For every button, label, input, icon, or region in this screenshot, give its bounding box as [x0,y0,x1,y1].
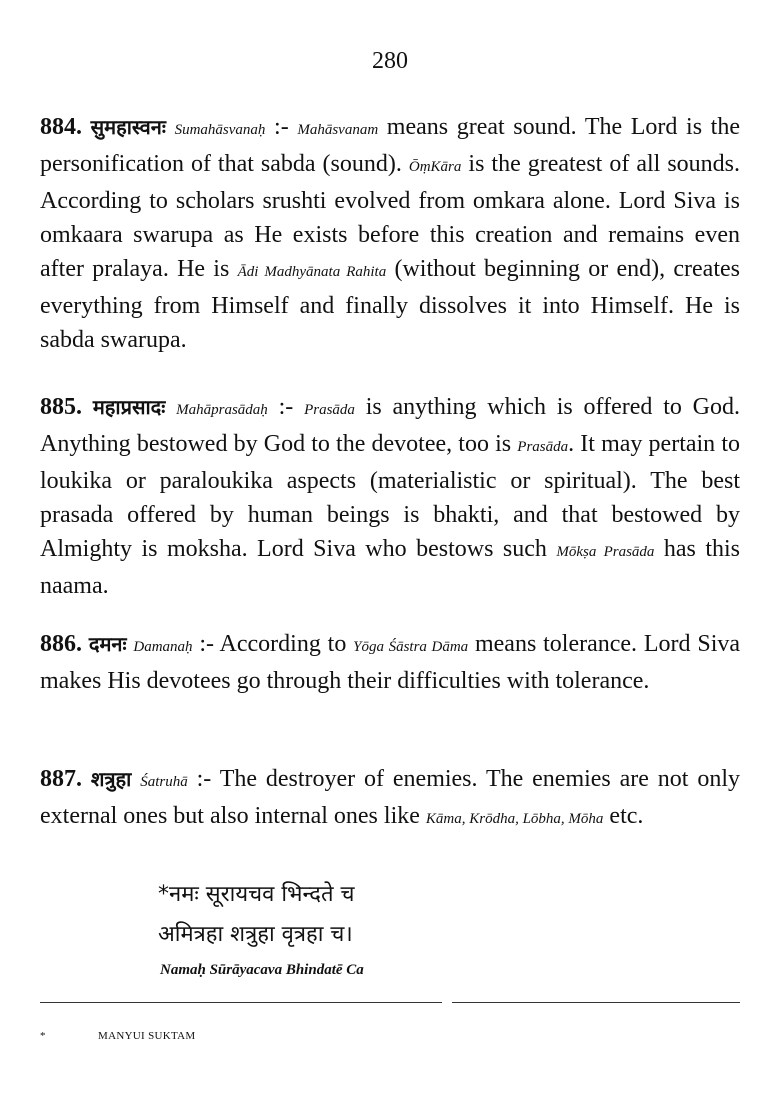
entry-number: 884. [40,114,82,140]
footnote-text: MANYUI SUKTAM [98,1030,196,1042]
entry-number: 887. [40,766,82,792]
entry-transliteration: Damanaḥ [133,639,193,655]
entry-separator: :- [192,631,220,657]
entry-text: means tolerance. Lord Siva makes His devotees go through their difficulties with tolerance. [40,631,741,694]
entry-885 [40,390,740,603]
entry-text: The destroyer of enemies. The enemies are not only external ones but also internal ones like [40,766,741,829]
entry-devanagari: दमनः [88,632,127,656]
entry-number: 885. [40,394,82,420]
verse-line-2: अमित्रहा शत्रुहा वृत्रहा च। [158,922,353,947]
entry-separator: :- [187,766,220,792]
entry-separator: :- [265,114,298,140]
term: Mahāsvanam [297,122,379,138]
comma: , [461,811,470,827]
entry-text: According to [219,631,354,657]
term: Ādi Madhyānata Rahita [237,264,387,280]
entry-text: is anything which is offered to God. Anything bestowed by God to the devotee, too is [40,394,741,457]
entry-transliteration: Śatruhā [140,774,188,790]
term: Prasāda [304,402,355,418]
term: Yōga Śāstra Dāma [353,639,469,655]
term: Mōha [568,811,604,827]
term: Kāma [425,811,462,827]
term: Prasāda [517,439,569,455]
term: Lōbha [522,811,561,827]
entry-text: . It may pertain to loukika or paraloukika aspects (materialistic or spiritual). The best prasada offered by human beings is bhakti, and that bestowed by Almighty is moksha. Lord Siva who bestows such [40,431,741,562]
page-number: 280 [372,48,408,74]
entry-text: is the greatest of all sounds. According to scholars srushti evolved from omkara alone. Lord Siva is omkaara swarupa as He exists before this creation and remains even after pralaya. He is [40,151,740,282]
footnote-marker: * [40,1030,46,1042]
entry-text: (without beginning or end), creates everything from Himself and finally dissolves it into Himself. He is sabda swarupa. [40,256,740,353]
footnote-rule-left [40,1002,442,1003]
entry-text: has this naama. [40,536,741,599]
entry-devanagari: महाप्रसादः [92,395,166,419]
entry-text: means great sound. The Lord is the personification of that sabda (sound). [40,114,740,177]
entry-887 [40,762,740,836]
term: ŌṃKāra [408,159,462,175]
comma: , [560,811,569,827]
entry-separator: :- [267,394,305,420]
comma: , [515,811,523,827]
entry-devanagari: सुमहास्वनः [90,115,166,139]
verse-transliteration: Namaḥ Sūrāyacava Bhindatē Ca [160,962,364,978]
footnote-rule-right [452,1002,740,1003]
entry-transliteration: Sumahāsvanaḥ [174,122,266,138]
entry-886 [40,627,740,698]
verse-line-1: *नमः सूरायचव भिन्दते च [158,882,355,907]
term: Mōkṣa Prasāda [556,544,655,560]
entry-884 [40,110,740,357]
entry-devanagari: शत्रुहा [90,767,132,791]
entry-text: etc. [603,803,644,829]
footnote [40,1030,195,1042]
entry-transliteration: Mahāprasādaḥ [176,402,268,418]
entry-number: 886. [40,631,82,657]
term: Krōdha [469,811,516,827]
